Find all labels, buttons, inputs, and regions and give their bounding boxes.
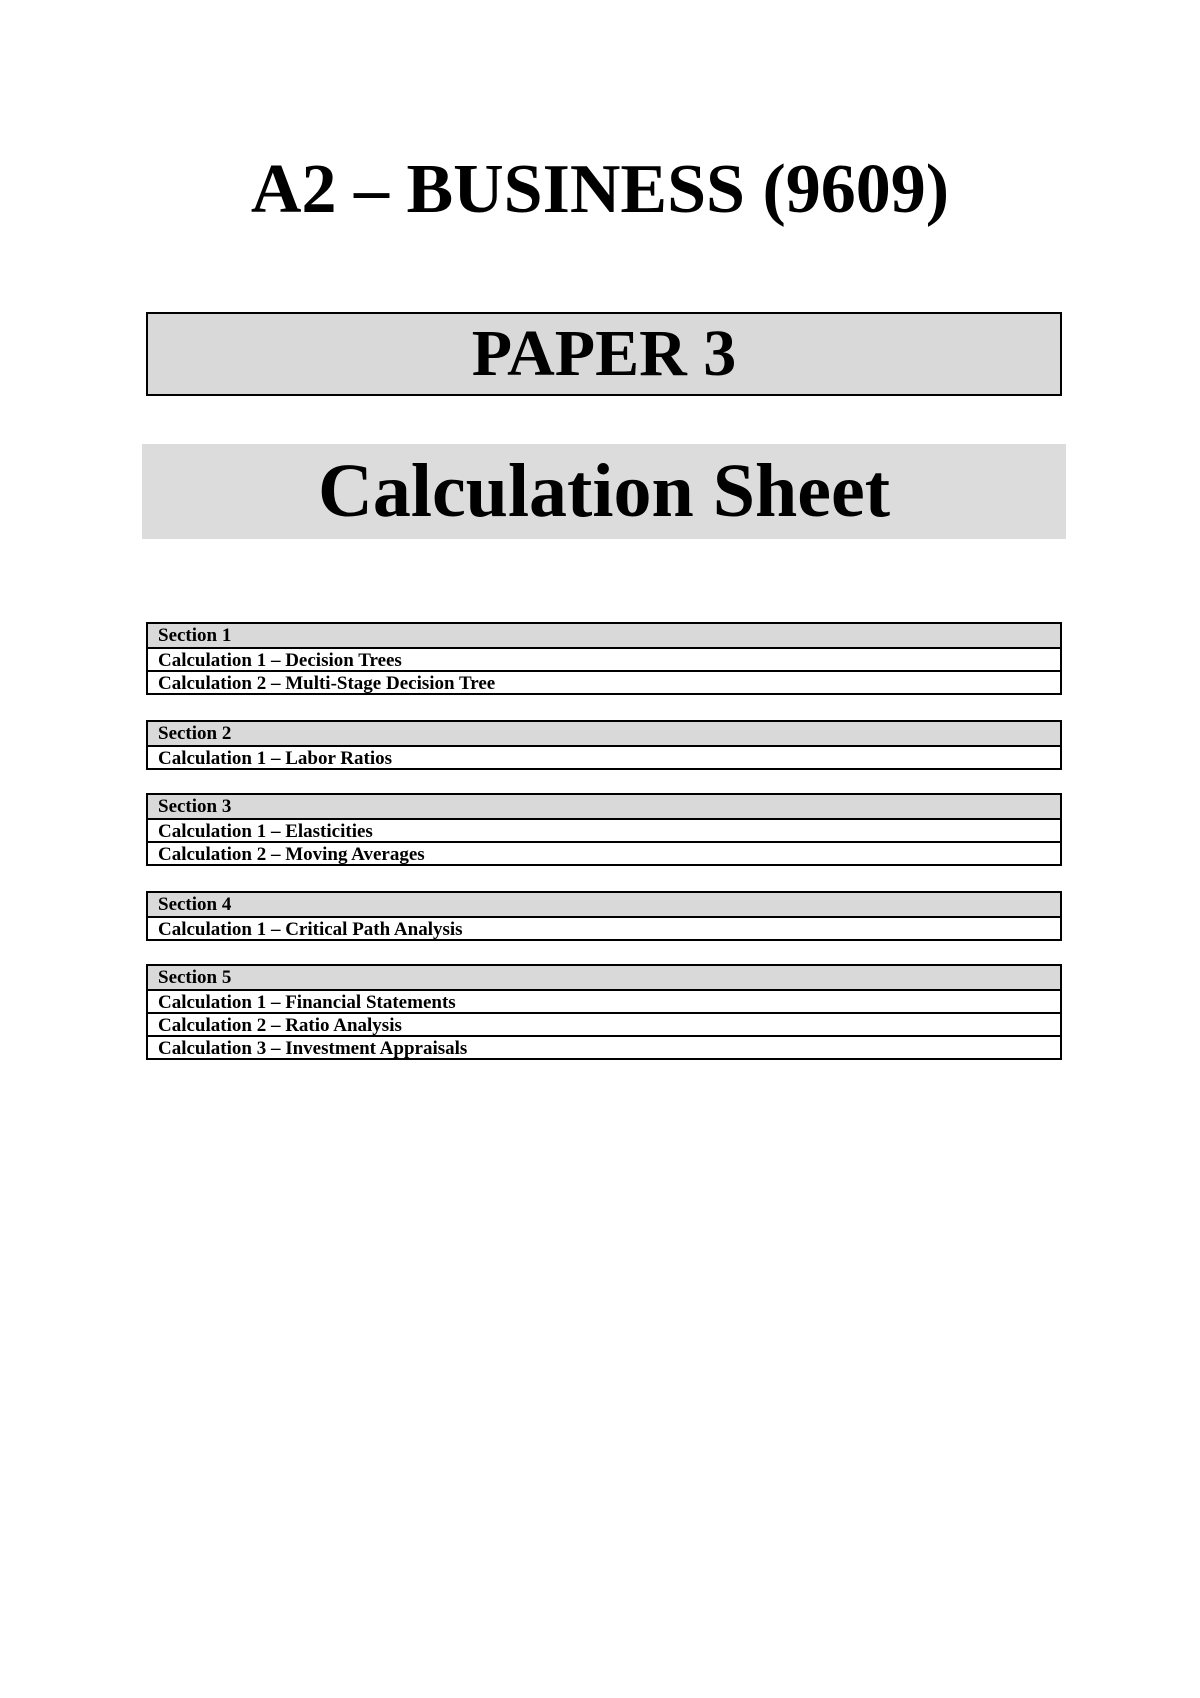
calculation-sheet-banner: Calculation Sheet [142, 444, 1066, 539]
calculation-item: Calculation 1 – Elasticities [148, 818, 1060, 841]
calculation-item: Calculation 1 – Labor Ratios [148, 745, 1060, 768]
calculation-item: Calculation 3 – Investment Appraisals [148, 1035, 1060, 1058]
section-table-5 [146, 964, 1062, 1060]
section-table-3 [146, 793, 1062, 866]
section-heading: Section 3 [148, 795, 1060, 818]
section-heading: Section 1 [148, 624, 1060, 647]
section-heading: Section 4 [148, 893, 1060, 916]
calculation-item: Calculation 2 – Ratio Analysis [148, 1012, 1060, 1035]
calculation-item: Calculation 2 – Multi-Stage Decision Tree [148, 670, 1060, 693]
calculation-item: Calculation 2 – Moving Averages [148, 841, 1060, 864]
section-table-1 [146, 622, 1062, 695]
section-heading: Section 5 [148, 966, 1060, 989]
section-heading: Section 2 [148, 722, 1060, 745]
paper-banner: PAPER 3 [146, 312, 1062, 396]
calculation-item: Calculation 1 – Critical Path Analysis [148, 916, 1060, 939]
calculation-item: Calculation 1 – Financial Statements [148, 989, 1060, 1012]
document-title: A2 – BUSINESS (9609) [250, 151, 950, 228]
section-table-4 [146, 891, 1062, 941]
section-table-2 [146, 720, 1062, 770]
calculation-item: Calculation 1 – Decision Trees [148, 647, 1060, 670]
